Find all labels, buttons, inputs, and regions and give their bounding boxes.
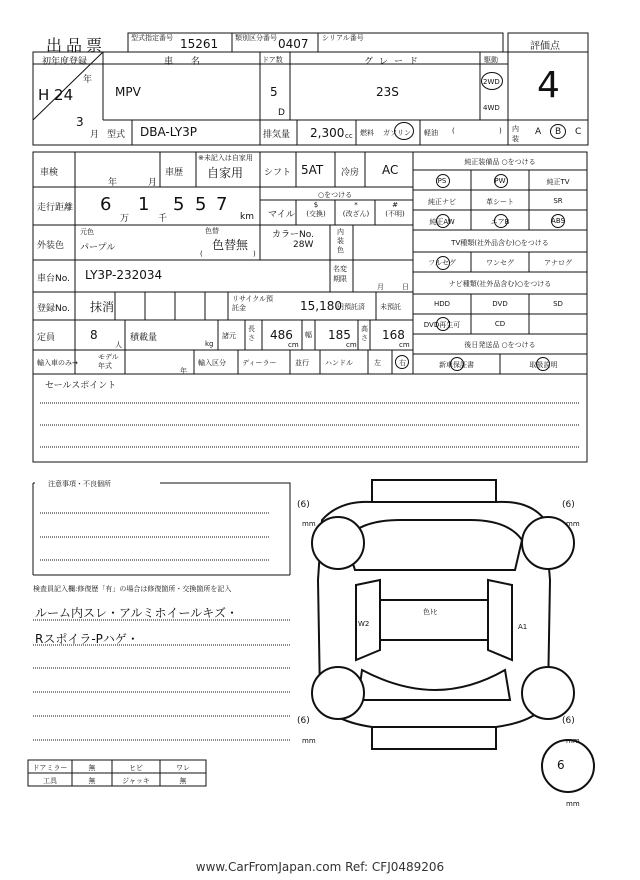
import-label: 輸入車のみ→ (37, 359, 78, 367)
equip-sr: SR (553, 197, 563, 205)
inspect-year: 年 (108, 178, 118, 188)
later-manual-circle (536, 357, 550, 371)
equip-airbag-circle (494, 214, 508, 228)
handle-label: ハンドル (325, 359, 353, 367)
navi-cd: CD (494, 320, 506, 328)
reg-label: 初年度登録 (42, 57, 88, 67)
color-label: 外装色 (37, 241, 65, 251)
type-no: 15261 (180, 37, 219, 51)
equip-abs: ABS (551, 217, 565, 225)
inspector-label: 検査員記入欄:修復歴「有」の場合は修復箇所・交換箇所を記入 (33, 585, 232, 593)
navi-hdd: HDD (433, 300, 451, 308)
mileage-u1: 万 (120, 214, 130, 224)
notes-label: 注意事項・不良個所 (45, 479, 114, 489)
note-line-1: ルーム内スレ・アルミホイールキズ・ (35, 606, 239, 620)
equip-pw: PW (494, 177, 506, 185)
equip-aw-circle (436, 214, 450, 228)
history-label: 車歴 (165, 168, 184, 178)
jack-label: ジャッキ (122, 777, 150, 785)
navi-title: ナビ種類(社外品含む)○をつける (448, 280, 552, 288)
tread-rr: (6) (562, 716, 575, 726)
tread-fl: (6) (297, 500, 310, 510)
ac-label: 冷房 (341, 168, 360, 178)
equip-title: 純正装備品 ○をつける (464, 158, 536, 166)
dealer: ディーラー (242, 359, 277, 367)
equip-aw: 純正AW (429, 218, 455, 226)
interior-b-circle (550, 124, 566, 139)
handle-right-circle (395, 355, 409, 369)
color-paren-close: ) (253, 250, 256, 258)
equip-pw-circle (494, 174, 508, 188)
mileage-u2: 千 (158, 214, 168, 224)
tread-spare: 6 (557, 758, 565, 772)
sales-point-label: セールスポイント (45, 381, 117, 391)
recycle-amount: 15,180 (300, 299, 342, 313)
reg-month-unit: 月 (90, 130, 100, 140)
term-month: 月 (377, 283, 384, 291)
tread-rr-unit: mm (566, 737, 580, 745)
regno: 抹消 (90, 300, 115, 314)
handle-right: 右 (399, 359, 406, 367)
regno-label: 登録No. (37, 304, 70, 314)
serial-label: シリアル番号 (322, 34, 364, 42)
tv-title: TV種類(社外品含む)○をつける (451, 239, 549, 247)
load-label: 積載量 (130, 333, 158, 343)
equip-navi: 純正ナビ (428, 198, 456, 206)
door-type: D (278, 108, 285, 118)
equip-airbag: エアB (490, 218, 510, 226)
color-change-label: 色替 (205, 227, 219, 235)
rating-label: 評価点 (530, 41, 560, 52)
reg-era: H 24 (38, 86, 74, 104)
tread-fr-unit: mm (566, 520, 580, 528)
navi-dvd-play-circle (436, 317, 450, 331)
mileage-label: 走行距離 (37, 203, 74, 213)
mileage-opt-tamper: * (改ざん) (342, 201, 370, 218)
later-warranty: 新車保証書 (439, 361, 474, 369)
navi-sd: SD (553, 300, 563, 308)
tread-fl-unit: mm (302, 520, 316, 528)
disp-label: 排気量 (263, 130, 291, 140)
color-code-label: カラーNo. (272, 230, 314, 240)
ac: AC (382, 163, 399, 177)
car-name-label: 車名 (164, 57, 219, 67)
chassis-no: LY3P-232034 (85, 268, 163, 282)
name-change-label: 名変期限 (333, 265, 347, 283)
reg-year-unit: 年 (83, 75, 93, 85)
navi-dvd: DVD (492, 300, 508, 308)
doors-label: ドア数 (262, 56, 283, 64)
recycle-unit: 円預託済 (337, 303, 365, 311)
drive-2wd-circle (481, 72, 503, 90)
inspect-label: 車検 (40, 168, 59, 178)
footer-ref: www.CarFromJapan.com Ref: CFJ0489206 (195, 860, 445, 874)
history-note: ※未記入は自家用 (198, 154, 253, 162)
tv-full-circle (436, 256, 450, 270)
mileage-opt-unknown: # (不明) (385, 201, 405, 218)
inspect-month: 月 (148, 178, 158, 188)
interior-c: C (575, 127, 582, 137)
chassis-label: 車台No. (37, 274, 70, 284)
height: 168 (382, 328, 405, 342)
tools-value: 無 (88, 777, 96, 785)
mileage-d2: 1 (138, 194, 150, 215)
category-label: 類別区分番号 (235, 34, 277, 42)
fuel: ガソリン (383, 129, 411, 137)
equip-leather: 革シート (486, 198, 514, 206)
interior-label: 内装 (512, 125, 519, 143)
tv-full: フルセグ (428, 259, 456, 267)
grade: 23S (376, 85, 399, 99)
equip-abs-circle (551, 214, 565, 228)
light-paren: ( (452, 127, 455, 135)
wid-label: 幅 (305, 331, 312, 339)
drive-4wd: 4WD (483, 104, 500, 112)
mileage-opt-exchange: $ (交換) (306, 201, 326, 218)
orig-color-label: 元色 (80, 228, 94, 236)
capacity-unit: 人 (115, 341, 122, 349)
len-label: 長さ (248, 325, 255, 342)
tv-one: ワンセグ (486, 259, 514, 267)
mirror-label: ドアミラー (32, 764, 68, 772)
rating-value: 4 (537, 65, 560, 106)
parallel: 並行 (295, 359, 309, 367)
drive-2wd: 2WD (483, 78, 500, 86)
handle-left: 左 (374, 359, 381, 367)
length: 486 (270, 328, 293, 342)
mileage-unit: km (240, 212, 254, 222)
hgt-unit: cm (399, 341, 410, 349)
interior-b: B (555, 127, 562, 137)
mileage-circle-note: ○をつける (318, 191, 353, 199)
car-name: MPV (115, 85, 141, 99)
drive-label: 駆動 (484, 56, 498, 64)
hgt-label: 高さ (361, 325, 368, 342)
equip-ps: PS (437, 177, 447, 185)
tread-spare-unit: mm (566, 800, 580, 808)
orig-color: パープル (80, 243, 116, 253)
fuel-label: 燃料 (360, 129, 374, 137)
mirror-value: 無 (88, 764, 96, 772)
capacity-label: 定員 (37, 333, 56, 343)
damage-color: 色ﾄﾋ (423, 608, 437, 616)
later-manual: 取扱説明 (529, 361, 558, 369)
shift-label: シフト (264, 168, 292, 178)
model-year-unit: 年 (180, 367, 187, 375)
form-title: 出品票 (46, 36, 107, 55)
tread-rl: (6) (297, 716, 310, 726)
recycle-unpaid: 未預託 (380, 303, 401, 311)
note-line-2: Rスポイラ-Pハゲ・ (35, 632, 139, 646)
disp: 2,300 (310, 126, 345, 140)
history: 自家用 (207, 166, 244, 180)
interior-a: A (535, 127, 542, 137)
model-label: 型式 (107, 130, 126, 140)
equip-ps-circle (436, 174, 450, 188)
tools-label: 工具 (43, 777, 57, 785)
light-paren-close: ) (499, 127, 502, 135)
len-unit: cm (288, 341, 299, 349)
load-unit: kg (205, 340, 214, 348)
color-paren: ( (200, 250, 203, 258)
mileage-d4: 5 (195, 194, 207, 215)
wid-unit: cm (346, 341, 357, 349)
term-day: 日 (402, 283, 409, 291)
damage-a1: A1 (518, 623, 528, 631)
grade-label: グレード (364, 57, 425, 67)
mileage-opt-mile: マイル (268, 210, 295, 220)
doors: 5 (270, 85, 278, 99)
tread-fr: (6) (562, 500, 575, 510)
tread-rl-unit: mm (302, 737, 316, 745)
width: 185 (328, 328, 351, 342)
dim-label: 諸元 (222, 332, 236, 340)
recycle-label: リサイクル預託金 (232, 295, 274, 312)
mileage-d5: 7 (216, 194, 228, 215)
damage-w2: W2 (358, 620, 370, 628)
chip-label: ヒビ (129, 764, 143, 772)
color-code: 28W (293, 240, 314, 250)
fuel-circle (394, 122, 414, 140)
navi-dvd-play: DVD再生可 (423, 321, 461, 329)
color-change: 色替無 (212, 238, 249, 252)
later-warranty-circle (450, 357, 464, 371)
light-label: 軽油 (424, 129, 438, 137)
interior-color-label: 内装色 (337, 228, 344, 254)
disp-unit: cc (345, 132, 353, 140)
capacity-value: 8 (90, 328, 98, 342)
equip-tv: 純正TV (546, 178, 570, 186)
category-no: 0407 (278, 37, 309, 51)
tv-analog: アナログ (544, 259, 572, 267)
jack-value: 無 (179, 777, 187, 785)
type-no-label: 型式指定番号 (131, 34, 173, 42)
later-title: 後日発送品 ○をつける (464, 341, 536, 349)
reg-month: 3 (76, 115, 84, 129)
import-class-label: 輸入区分 (198, 359, 226, 367)
crack-label: ワレ (176, 764, 190, 772)
model-value: DBA-LY3P (140, 125, 198, 139)
mileage-d3: 5 (173, 194, 185, 215)
shift: 5AT (301, 163, 324, 177)
model-year-label: モデル年式 (98, 353, 119, 370)
mileage-d1: 6 (100, 194, 112, 215)
